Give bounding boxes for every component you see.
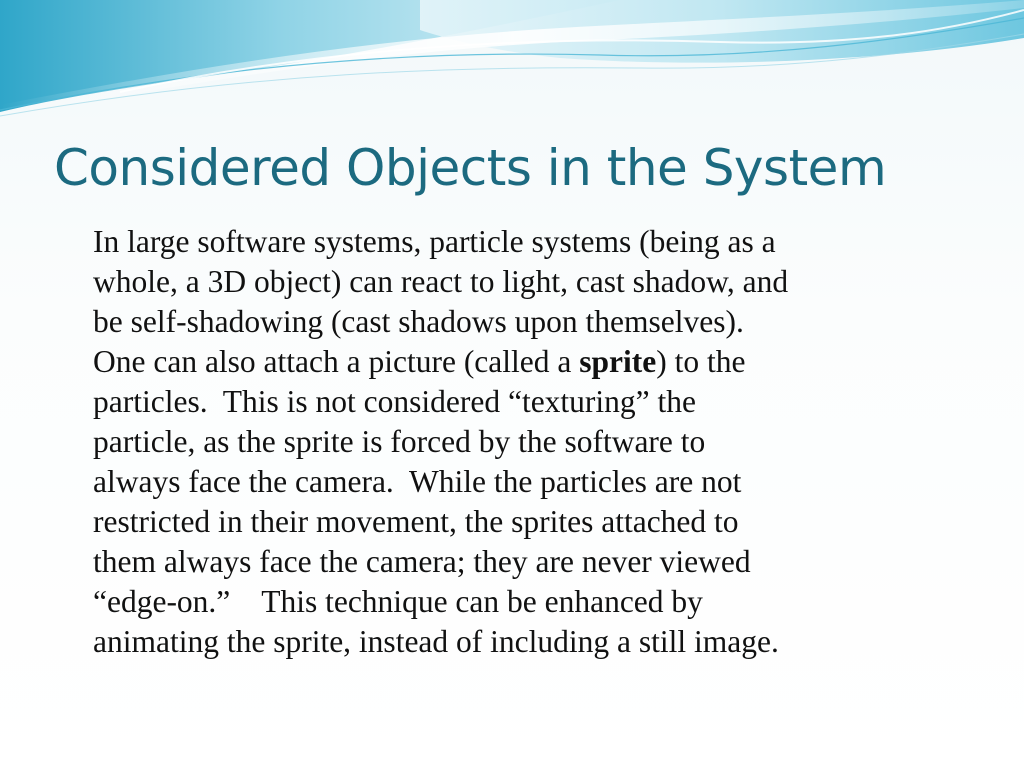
bold-term-sprite: sprite: [579, 344, 657, 379]
decorative-wave-banner: [0, 0, 1024, 130]
slide-title: Considered Objects in the System: [54, 139, 887, 197]
body-paragraph: [93, 222, 993, 662]
paragraph-text-part-2: ) to the particles. This is not considered “texturing” the particle, as the sprite is forced by the software to always face the camera. While the particles are not restricted in their movement, the sprites attached to them always face the camera; they are never viewed “edge-on.” This technique can be enhanced by animating the sprite, instead of including a still image.: [93, 344, 779, 659]
paragraph-text-part-1: In large software systems, particle systems (being as a whole, a 3D object) can react to light, cast shadow, and be self-shadowing (cast shadows upon themselves). One can also attach a picture (called a: [93, 224, 789, 379]
